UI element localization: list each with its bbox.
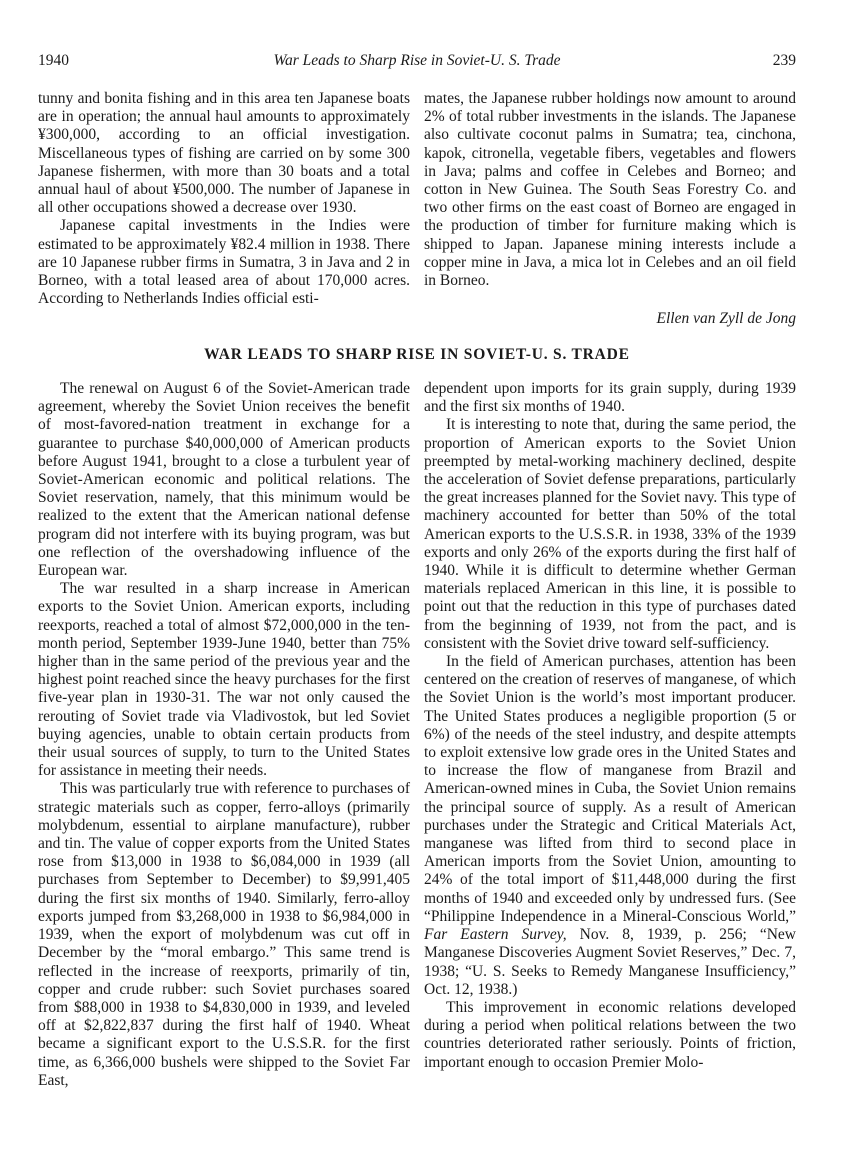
prev-article-left-column [38, 90, 410, 308]
paragraph: This was particularly true with reference to purchases of strategic materials such as copper, ferro-alloys (primarily molybdenum, essential to airplane manufacture), rubber and tin. The value of copper exports from the United States rose from $13,000 in 1938 to $6,084,000 in 1939 (all purchases from September to December) to $9,991,405 during the first six months of 1940. Similarly, ferro-alloy exports jumped from $3,268,000 in 1938 to $6,984,000 in 1939, when the export of molybdenum was cut off in December by the “moral embargo.” This same trend is reflected in the increase of reexports, primarily of tin, copper and crude rubber: such Soviet purchases soared from $88,000 in 1938 to $4,830,000 in 1939, and leveled off at $2,822,837 during the first half of 1940. Wheat became a significant export to the U.S.S.R. for the first time, as 6,366,000 bushels were shipped to the Soviet Far East, [38, 780, 410, 1089]
running-header [38, 52, 796, 74]
header-year: 1940 [38, 52, 69, 69]
journal-title: Far Eastern Survey, [424, 926, 567, 944]
paragraph: Japanese capital investments in the Indies were estimated to be approximately ¥82.4 million in 1938. There are 10 Japanese rubber firms in Sumatra, 3 in Java and 2 in Borneo, with a total leased area of about 170,000 acres. According to Netherlands Indies official esti- [38, 217, 410, 308]
paragraph: dependent upon imports for its grain supply, during 1939 and the first six months of 1940. [424, 380, 796, 416]
page-number: 239 [772, 52, 796, 69]
paragraph: It is interesting to note that, during the same period, the proportion of American exports to the Soviet Union preempted by metal-working machinery declined, despite the acceleration of Soviet defense preparations, particularly the great increases planned for the Soviet navy. This type of machinery accounted for better than 50% of the total American exports to the U.S.S.R. in 1938, 33% of the 1939 exports and only 26% of the exports during the first half of 1940. While it is difficult to determine whether German materials replaced American in this line, it is possible to point out that the reduction in this type of purchases dated from the beginning of 1939, not from the pact, and is consistent with the Soviet drive toward self-sufficiency. [424, 416, 796, 652]
article-title: WAR LEADS TO SHARP RISE IN SOVIET-U. S. TRADE [204, 346, 630, 363]
paragraph: tunny and bonita fishing and in this area ten Japanese boats are in operation; the annual haul amounts to approximately ¥300,000, according to an official investigation. Miscellaneous types of fishing are carried on by some 300 Japanese fishermen, with more than 30 boats and a total annual haul of about ¥500,000. The number of Japanese in all other occupations showed a decrease over 1930. [38, 90, 410, 217]
article-left-column [38, 380, 410, 1090]
text-run: Nov. 8, 1939, p. 256; “New Manganese Discoveries Augment Soviet Reserves,” Dec. 7, 1938; “U. S. Seeks to Remedy Manganese Insufficiency,” Oct. 12, 1938.) [424, 926, 796, 998]
paragraph: This improvement in economic relations developed during a period when political relations between the two countries deteriorated rather seriously. Points of friction, important enough to occasion Premier Molo- [424, 998, 796, 1071]
text-run: In the field of American purchases, attention has been centered on the creation of reserves of manganese, of which the Soviet Union is the world’s most important producer. The United States produces a negligible proportion (5 or 6%) of the needs of the steel industry, and despite attempts to exploit extensive low grade ores in the United States and to increase the flow of manganese from Brazil and American-owned mines in Cuba, the Soviet Union remains the principal source of supply. As a result of American purchases under the Strategic and Critical Materials Act, manganese was lifted from third to second place in American imports from the Soviet Union, amounting to 24% of the total import of $11,448,000 during the first months of 1940 and exceeded only by undressed furs. (See “Philippine Independence in a Mineral-Conscious World,” [424, 653, 796, 925]
header-title: War Leads to Sharp Rise in Soviet-U. S. Trade [273, 52, 561, 69]
prev-article-right-column [424, 90, 796, 290]
paragraph [424, 653, 796, 999]
article-right-column [424, 380, 796, 1072]
paragraph: mates, the Japanese rubber holdings now amount to around 2% of total rubber investments in the islands. The Japanese also cultivate coconut palms in Sumatra; tea, cinchona, kapok, citronella, vegetable fibers, vegetables and flowers in Java; palms and coffee in Celebes and Borneo; and cotton in New Guinea. The South Seas Forestry Co. and two other firms on the east coast of Borneo are engaged in the production of timber for furniture making which is shipped to Japan. Japanese mining interests include a copper mine in Java, a mica lot in Celebes and an oil field in Borneo. [424, 90, 796, 290]
author-signature: Ellen van Zyll de Jong [656, 310, 796, 327]
paragraph: The renewal on August 6 of the Soviet-American trade agreement, whereby the Soviet Union receives the benefit of most-favored-nation treatment in exchange for a guarantee to purchase $40,000,000 of American products before August 1941, brought to a close a turbulent year of Soviet-American economic and political relations. The Soviet reservation, namely, that this minimum would be realized to the extent that the American national defense program did not interfere with its buying program, was but one reflection of the overshadowing influence of the European war. [38, 380, 410, 580]
paragraph: The war resulted in a sharp increase in American exports to the Soviet Union. American exports, including reexports, reached a total of almost $72,000,000 in the ten-month period, September 1939-June 1940, better than 75% higher than in the same period of the previous year and the highest point reached since the heavy purchases for the first five-year plan in 1930-31. The war not only caused the rerouting of Soviet trade via Vladivostok, but led Soviet buying agencies, unable to obtain certain products from their usual sources of supply, to turn to the United States for assistance in meeting their needs. [38, 580, 410, 780]
